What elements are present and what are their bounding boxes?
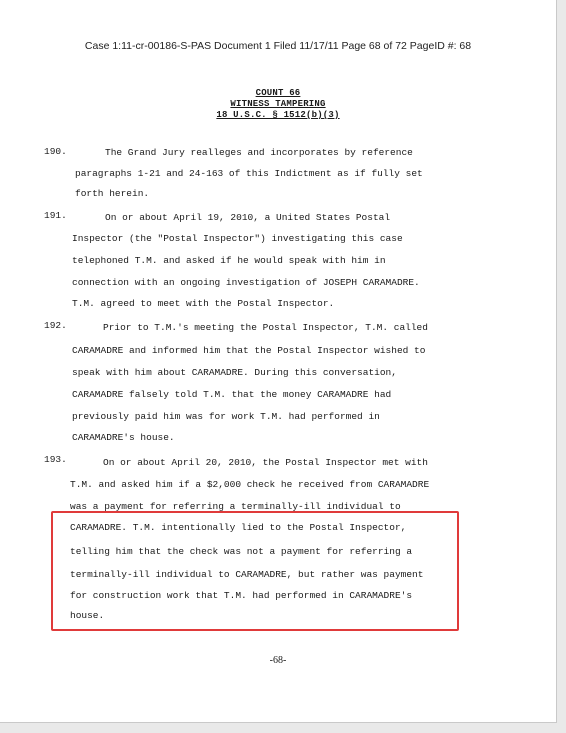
paragraph-line: forth herein. xyxy=(75,188,150,199)
paragraph-line: for construction work that T.M. had performed in CARAMADRE's xyxy=(70,590,413,601)
paragraph-line: On or about April 19, 2010, a United States Postal xyxy=(105,212,391,223)
paragraph-line: telephoned T.M. and asked if he would speak with him in xyxy=(72,255,386,266)
paragraph-line: terminally-ill individual to CARAMADRE, but rather was payment xyxy=(70,569,424,580)
paragraph-line: previously paid him was for work T.M. had performed in xyxy=(72,411,380,422)
paragraph-line: was a payment for referring a terminally-ill individual to xyxy=(70,501,401,512)
paragraph-number: 191. xyxy=(44,210,67,221)
paragraph-number: 192. xyxy=(44,320,67,331)
paragraph-line: The Grand Jury realleges and incorporates by reference xyxy=(105,147,413,158)
paragraph-line: telling him that the check was not a payment for referring a xyxy=(70,546,413,557)
case-header: Case 1:11-cr-00186-S-PAS Document 1 Filed 11/17/11 Page 68 of 72 PageID #: 68 xyxy=(84,40,472,52)
paragraph-line: Inspector (the "Postal Inspector") investigating this case xyxy=(72,233,403,244)
page-number: -68- xyxy=(269,655,287,666)
page-shadow-right xyxy=(557,0,566,733)
count-number: COUNT 66 xyxy=(255,88,301,98)
paragraph-line: CARAMADRE. T.M. intentionally lied to the Postal Inspector, xyxy=(70,522,407,533)
highlight-annotation-box xyxy=(51,511,459,631)
paragraph-number: 193. xyxy=(44,454,67,465)
paragraph-line: T.M. agreed to meet with the Postal Inspector. xyxy=(72,298,335,309)
paragraph-number: 190. xyxy=(44,146,67,157)
count-title: WITNESS TAMPERING xyxy=(230,99,326,109)
paragraph-line: paragraphs 1-21 and 24-163 of this Indictment as if fully set xyxy=(75,168,423,179)
paragraph-line: house. xyxy=(70,610,105,621)
page-shadow-bottom xyxy=(0,723,566,733)
paragraph-line: CARAMADRE falsely told T.M. that the money CARAMADRE had xyxy=(72,389,392,400)
paragraph-line: CARAMADRE and informed him that the Postal Inspector wished to xyxy=(72,345,426,356)
paragraph-line: T.M. and asked him if a $2,000 check he received from CARAMADRE xyxy=(70,479,430,490)
paragraph-line: connection with an ongoing investigation of JOSEPH CARAMADRE. xyxy=(72,277,420,288)
statute-citation: 18 U.S.C. § 1512(b)(3) xyxy=(216,110,340,120)
paragraph-line: Prior to T.M.'s meeting the Postal Inspector, T.M. called xyxy=(103,322,428,333)
paragraph-line: CARAMADRE's house. xyxy=(72,432,175,443)
paragraph-line: On or about April 20, 2010, the Postal Inspector met with xyxy=(103,457,428,468)
paragraph-line: speak with him about CARAMADRE. During this conversation, xyxy=(72,367,397,378)
